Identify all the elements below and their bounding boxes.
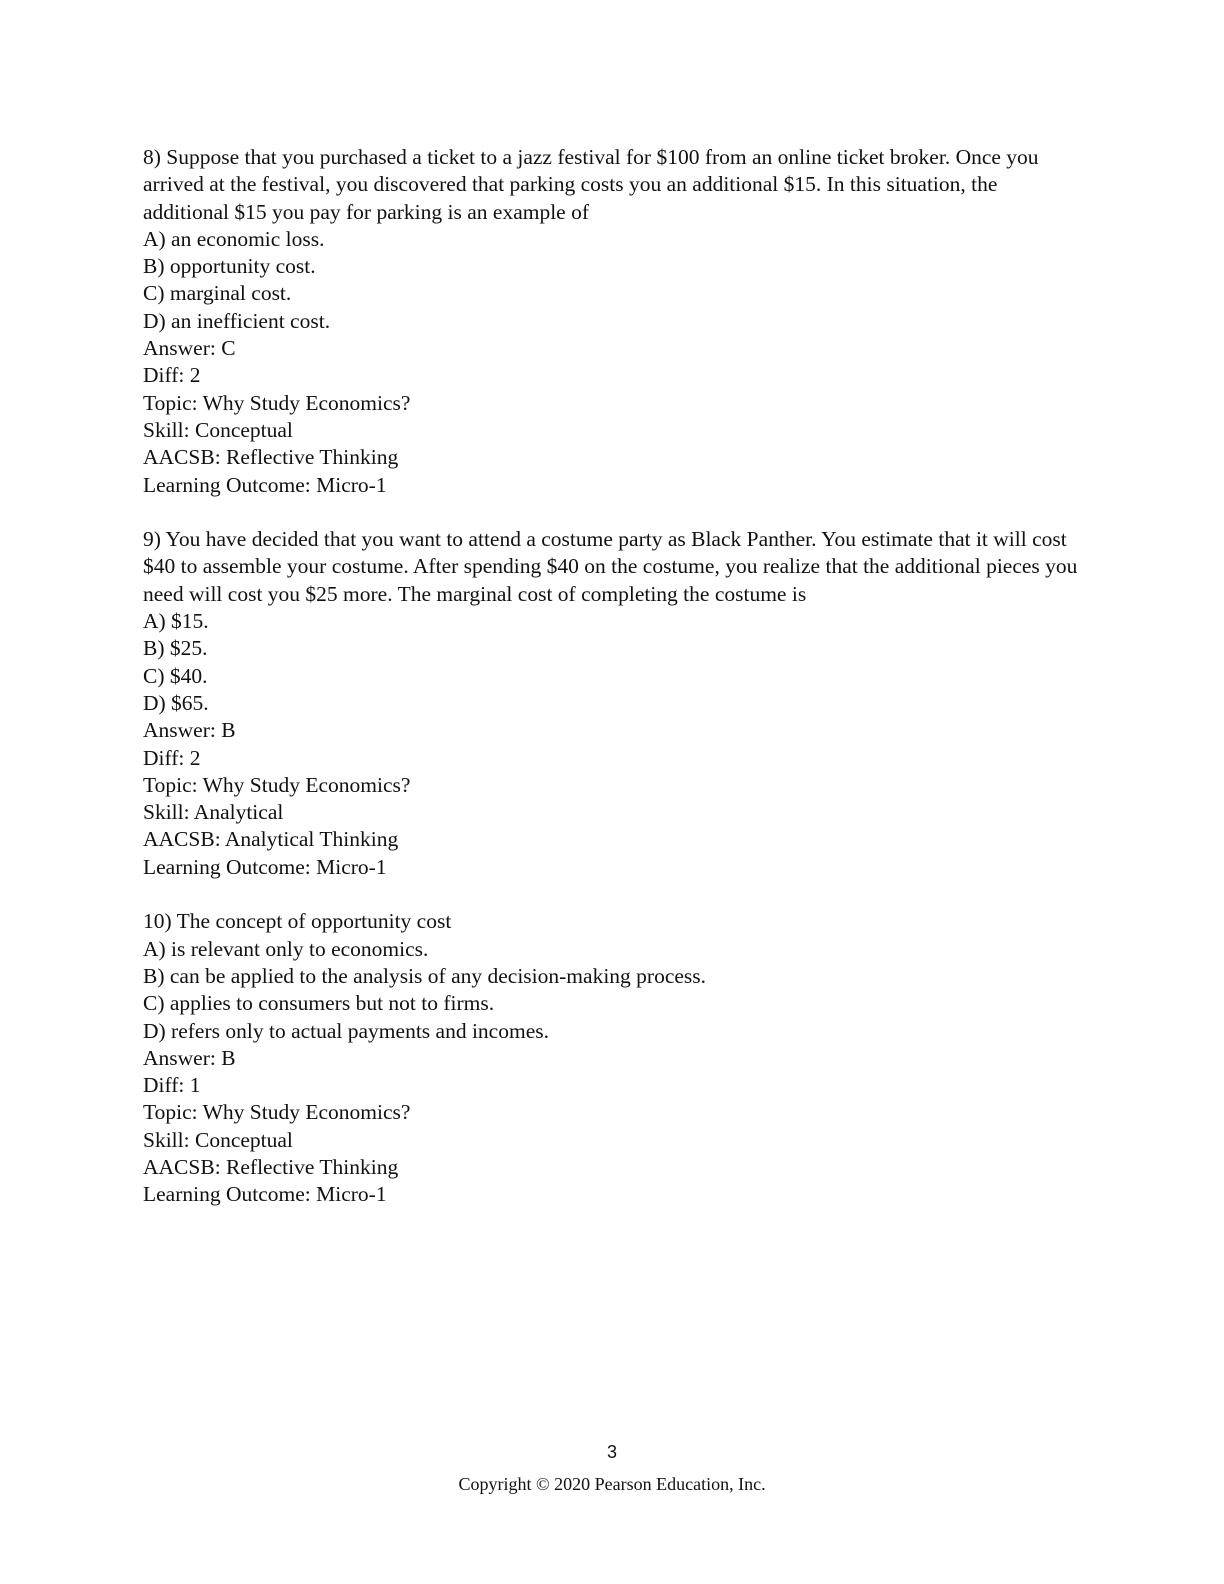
topic: Topic: Why Study Economics?	[143, 390, 411, 415]
page-number: 3	[606, 1442, 617, 1462]
topic: Topic: Why Study Economics?	[143, 1100, 411, 1125]
option-d: D) refers only to actual payments and incomes.	[143, 1018, 549, 1043]
skill: Skill: Conceptual	[143, 1127, 293, 1152]
aacsb: AACSB: Analytical Thinking	[143, 827, 399, 852]
skill: Skill: Conceptual	[143, 417, 293, 442]
option-b: B) $25.	[143, 636, 208, 661]
question-8	[143, 144, 1083, 499]
option-b: B) opportunity cost.	[143, 254, 316, 279]
option-b: B) can be applied to the analysis of any decision-making process.	[143, 963, 707, 988]
option-c: C) $40.	[143, 663, 208, 688]
learning-outcome: Learning Outcome: Micro-1	[143, 472, 387, 497]
answer: Answer: B	[143, 1045, 236, 1070]
copyright-notice: Copyright © 2020 Pearson Education, Inc.	[458, 1474, 766, 1494]
aacsb: AACSB: Reflective Thinking	[143, 1154, 399, 1179]
difficulty: Diff: 2	[143, 363, 201, 388]
question-9	[143, 526, 1083, 881]
option-a: A) $15.	[143, 609, 209, 634]
question-stem: 9) You have decided that you want to attend a costume party as Black Panther. You estimate that it will cost $40 to assemble your costume. After spending $40 on the costume, you realize that the additional pieces you need will cost you $25 more. The marginal cost of completing the costume is	[143, 527, 1078, 606]
skill: Skill: Analytical	[143, 800, 284, 825]
question-stem: 8) Suppose that you purchased a ticket to a jazz festival for $100 from an online ticket broker. Once you arrived at the festival, you discovered that parking costs you an additional $15. In this situation, the additional $15 you pay for parking is an example of	[143, 145, 1039, 224]
option-a: A) an economic loss.	[143, 226, 325, 251]
answer: Answer: C	[143, 336, 236, 361]
option-d: D) $65.	[143, 690, 209, 715]
topic: Topic: Why Study Economics?	[143, 772, 411, 797]
question-10	[143, 908, 1083, 1208]
learning-outcome: Learning Outcome: Micro-1	[143, 1182, 387, 1207]
difficulty: Diff: 2	[143, 745, 201, 770]
option-a: A) is relevant only to economics.	[143, 936, 429, 961]
difficulty: Diff: 1	[143, 1073, 201, 1098]
answer: Answer: B	[143, 718, 236, 743]
learning-outcome: Learning Outcome: Micro-1	[143, 854, 387, 879]
option-c: C) marginal cost.	[143, 281, 292, 306]
question-stem: 10) The concept of opportunity cost	[143, 909, 452, 934]
option-d: D) an inefficient cost.	[143, 308, 331, 333]
question-list	[143, 144, 1083, 1236]
option-c: C) applies to consumers but not to firms.	[143, 991, 495, 1016]
aacsb: AACSB: Reflective Thinking	[143, 445, 399, 470]
